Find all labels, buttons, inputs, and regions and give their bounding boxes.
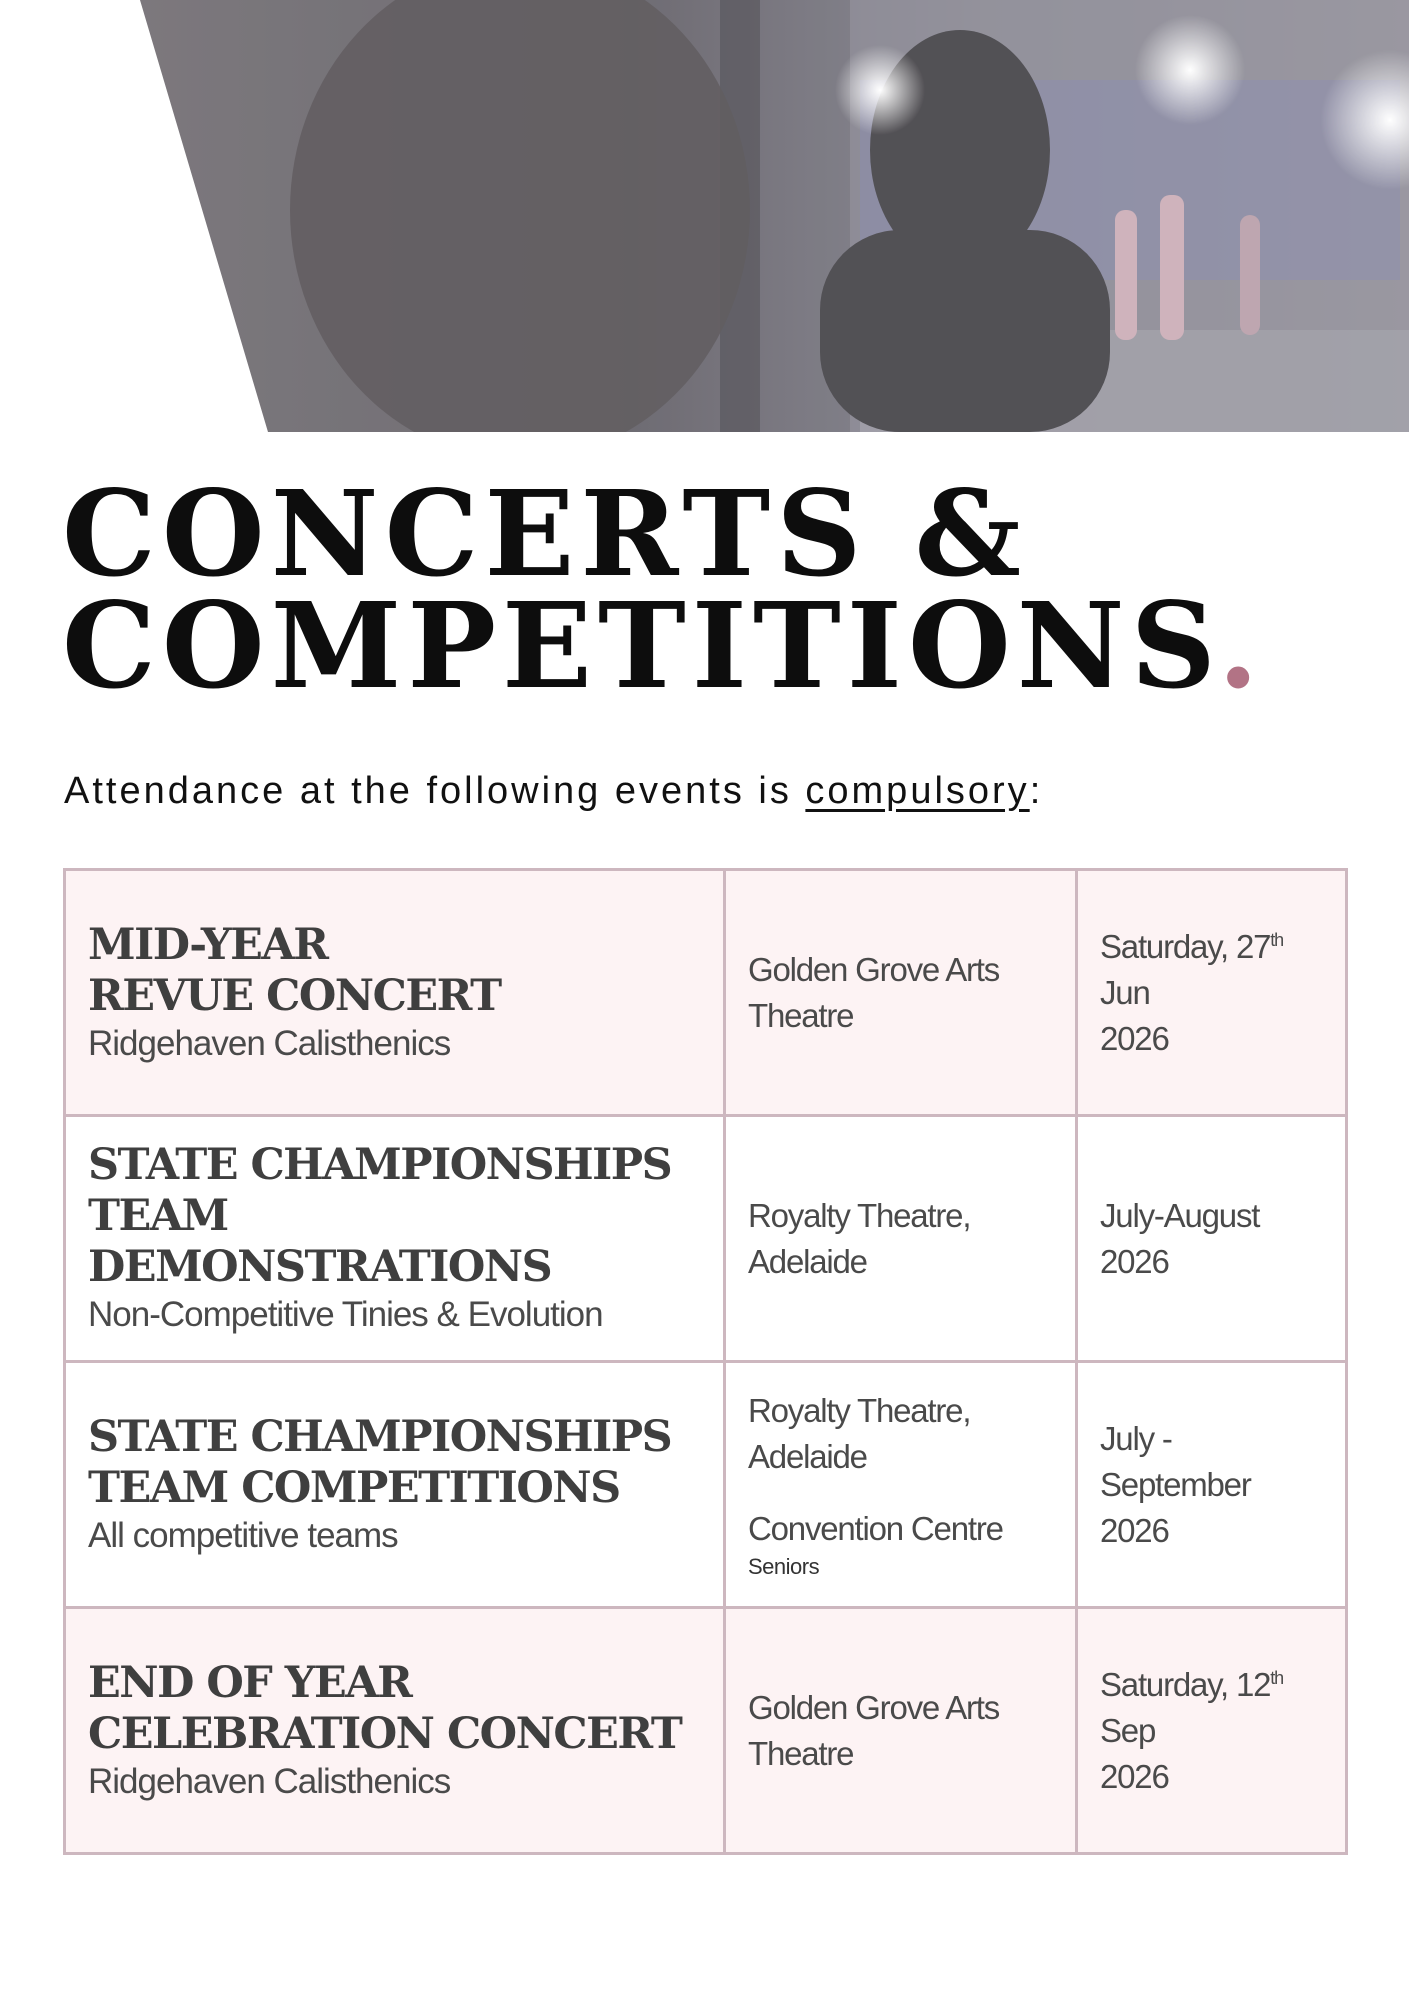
- date-suffix: th: [1270, 929, 1283, 950]
- backstage-photo-image: [0, 0, 1409, 432]
- date-year: 2026: [1100, 1511, 1169, 1549]
- date-month: Jun: [1100, 973, 1150, 1011]
- event-title-line: END OF YEAR: [88, 1657, 412, 1708]
- table-row: [65, 1362, 1347, 1608]
- event-venue-cell: [725, 870, 1077, 1116]
- venue-line: Theatre: [748, 996, 854, 1034]
- table-row: [65, 1116, 1347, 1362]
- event-name-cell: [65, 870, 725, 1116]
- page-title: [62, 464, 1362, 715]
- event-name-cell: [65, 1608, 725, 1854]
- date-line: [1100, 924, 1323, 1016]
- venue-note: Seniors: [748, 1553, 820, 1579]
- event-title-line: TEAM DEMONSTRATIONS: [88, 1191, 552, 1292]
- date-year: 2026: [1100, 1019, 1169, 1057]
- event-name-cell: [65, 1362, 725, 1608]
- date-year: 2026: [1100, 1757, 1169, 1795]
- venue-line: Theatre: [748, 1734, 854, 1772]
- title-line-2-text: COMPETITIONS: [62, 576, 1218, 715]
- events-table: [63, 868, 1348, 1855]
- event-title-line: MID-YEAR: [88, 919, 328, 970]
- event-subtitle: Non-Competitive Tinies & Evolution: [88, 1295, 603, 1334]
- event-title-line: REVUE CONCERT: [88, 970, 501, 1021]
- date-line: July-August: [1100, 1196, 1260, 1234]
- event-venue-cell: [725, 1608, 1077, 1854]
- event-venue-cell: [725, 1362, 1077, 1608]
- attendance-colon: :: [1029, 770, 1044, 812]
- attendance-notice: [64, 770, 1043, 813]
- table-row: [65, 870, 1347, 1116]
- date-line: July - September: [1100, 1419, 1251, 1503]
- title-line-1: CONCERTS &: [62, 464, 1028, 603]
- event-date-cell: [1077, 1608, 1347, 1854]
- title-line-2: [62, 576, 1362, 715]
- event-date-cell: [1077, 1362, 1347, 1608]
- event-title-line: TEAM COMPETITIONS: [88, 1462, 620, 1513]
- venue-line: Golden Grove Arts: [748, 1688, 1000, 1726]
- event-date-cell: [1077, 1116, 1347, 1362]
- title-accent-dot: .: [1217, 576, 1265, 715]
- attendance-text: Attendance at the following events is: [64, 770, 806, 812]
- date-line: [1100, 1662, 1323, 1754]
- event-title-line: CELEBRATION CONCERT: [88, 1708, 682, 1759]
- compulsory-emphasis: compulsory: [805, 770, 1030, 812]
- venue-line: Royalty Theatre, Adelaide: [748, 1196, 971, 1280]
- date-suffix: th: [1270, 1667, 1283, 1688]
- event-name-cell: [65, 1116, 725, 1362]
- hero-photo: [0, 0, 1409, 432]
- event-venue-cell: [725, 1116, 1077, 1362]
- date-day: Saturday, 27: [1100, 927, 1271, 965]
- date-month: Sep: [1100, 1711, 1156, 1749]
- date-year: 2026: [1100, 1242, 1169, 1280]
- event-title-line: STATE CHAMPIONSHIPS: [88, 1140, 672, 1190]
- date-day: Saturday, 12: [1100, 1665, 1271, 1703]
- event-subtitle: Ridgehaven Calisthenics: [88, 1023, 451, 1063]
- venue-primary: Royalty Theatre, Adelaide: [748, 1391, 971, 1475]
- event-title-line: STATE CHAMPIONSHIPS: [88, 1411, 672, 1462]
- venue-secondary: Convention Centre: [748, 1509, 1003, 1547]
- table-row: [65, 1608, 1347, 1854]
- event-subtitle: Ridgehaven Calisthenics: [88, 1761, 451, 1801]
- event-date-cell: [1077, 870, 1347, 1116]
- event-subtitle: All competitive teams: [88, 1515, 398, 1555]
- venue-line: Golden Grove Arts: [748, 950, 1000, 988]
- venue-spacer: [748, 1480, 1053, 1506]
